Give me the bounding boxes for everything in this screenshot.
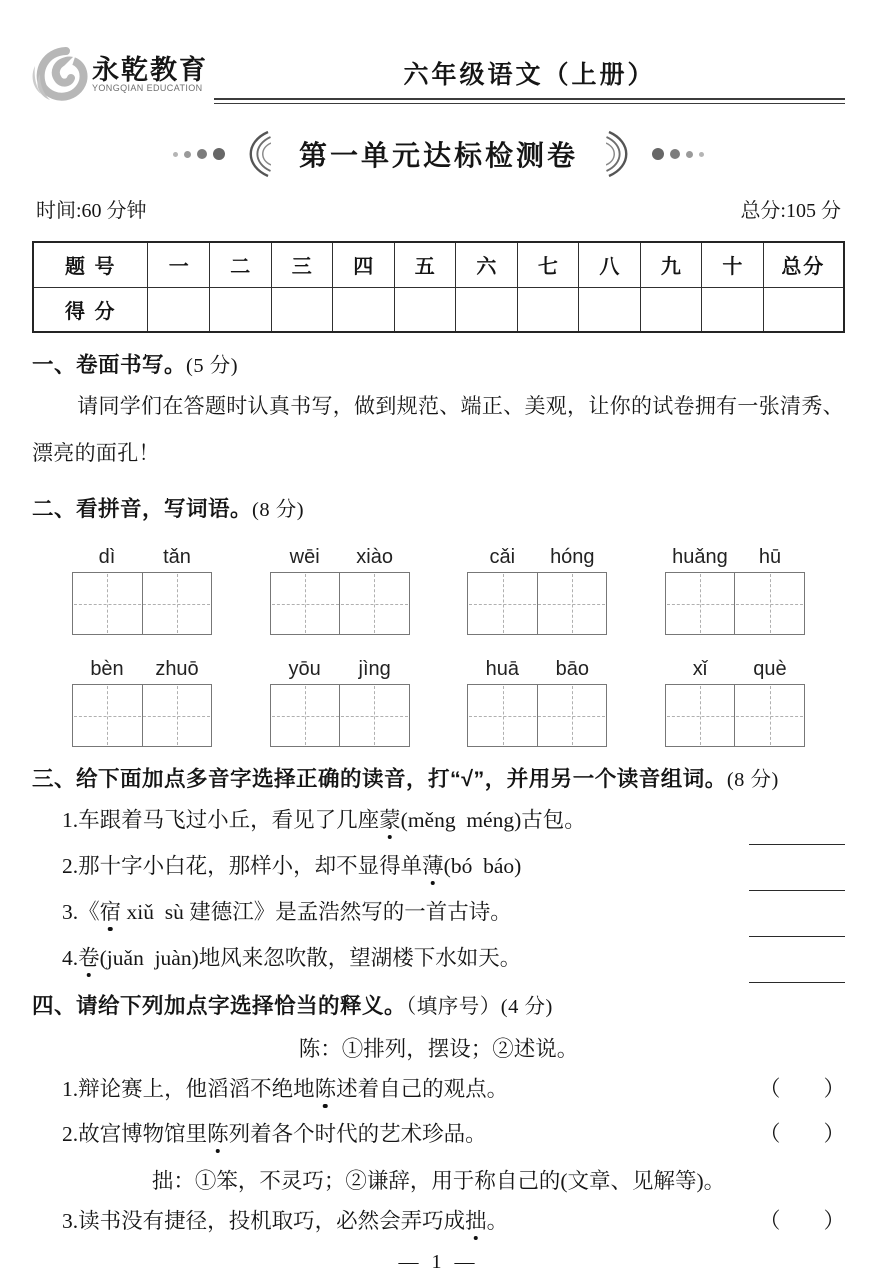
writing-grid [270, 572, 410, 635]
writing-grid [665, 684, 805, 747]
pinyin-syllable: yōu [288, 658, 321, 680]
dot-icon [197, 149, 207, 159]
writing-cell [537, 573, 607, 634]
section3-score: (8 分) [726, 769, 779, 791]
writing-cell [666, 573, 735, 634]
question-item [32, 1206, 845, 1237]
writing-cell [142, 573, 212, 634]
pinyin-word [270, 651, 410, 747]
question-text-post: xiǔ sù 建德江》是孟浩然写的一首古诗。 [121, 900, 512, 924]
writing-cell [142, 685, 212, 746]
section1-paragraph-line1: 请同学们在答题时认真书写，做到规范、端正、美观，让你的试卷拥有一张清秀、 [77, 394, 844, 418]
section4-score: （填序号）(4 分) [406, 996, 553, 1018]
question-text-post: (měng méng)古包。 [400, 808, 586, 832]
pinyin-word [467, 651, 607, 747]
question-text-post: 述着自己的观点。 [336, 1077, 509, 1101]
left-bracket-icon [239, 130, 271, 178]
pinyin-word [270, 539, 410, 635]
dotted-char: 陈 [207, 1122, 229, 1146]
section3-heading-text: 三、给下面加点多音字选择正确的读音，打“√”，并用另一个读音组词。 [32, 767, 727, 791]
writing-cell [271, 685, 340, 746]
writing-grid [467, 572, 607, 635]
question-text-pre: 2.那十字小白花，那样小，却不显得单 [62, 854, 423, 878]
writing-cell [73, 685, 142, 746]
answer-blank [749, 936, 845, 937]
writing-cell [537, 685, 607, 746]
section1-heading-text: 一、卷面书写。 [32, 353, 187, 377]
dot-icon [686, 151, 693, 158]
pinyin-syllable: xǐ [692, 658, 708, 680]
score-label: 得 分 [33, 287, 148, 332]
section1-paragraph-line2: 漂亮的面孔！ [32, 441, 160, 465]
pinyin-syllable: dì [98, 546, 116, 568]
logo [32, 46, 214, 104]
section2-heading [32, 492, 845, 523]
writing-cell [734, 685, 804, 746]
col-header: 五 [394, 242, 456, 287]
page-header [32, 46, 845, 104]
score-cell [148, 287, 210, 332]
question-text-post: 。 [486, 1209, 509, 1233]
dot-icon [213, 148, 225, 160]
section4-heading [32, 989, 845, 1020]
meta-row [32, 194, 845, 223]
section2-score: (8 分) [252, 499, 305, 521]
question-item [32, 943, 845, 974]
question-text [62, 1206, 508, 1237]
score-cell [456, 287, 518, 332]
question-item [32, 805, 845, 836]
writing-cell [271, 573, 340, 634]
writing-grid [72, 684, 212, 747]
page-number: — 1 — [398, 1251, 479, 1273]
writing-cell [339, 685, 409, 746]
writing-cell [734, 573, 804, 634]
pinyin-syllable: huā [485, 658, 519, 680]
phoenix-swirl-icon [32, 46, 88, 104]
pinyin-syllable: zhuō [155, 658, 199, 680]
section1-heading [32, 348, 845, 379]
pinyin-syllable: hū [758, 546, 782, 568]
writing-grid [467, 684, 607, 747]
logo-cn-text: 永乾教育 [92, 55, 208, 86]
definition-chen: 陈：①排列，摆设；②述说。 [298, 1037, 579, 1061]
pinyin-syllable: bāo [555, 658, 589, 680]
right-bracket-icon [606, 130, 638, 178]
title-band [32, 130, 845, 178]
question-text-pre: 3.《 [62, 900, 100, 924]
score-cell [210, 287, 272, 332]
answer-blank [749, 890, 845, 891]
pinyin-syllable: wēi [289, 546, 320, 568]
score-cell [333, 287, 395, 332]
dotted-char: 拙 [465, 1209, 487, 1233]
logo-en-text: YONGQIAN EDUCATION [92, 83, 203, 94]
pinyin-word [467, 539, 607, 635]
question-text-post: (juǎn juàn)地风来忽吹散，望湖楼下水如天。 [99, 946, 522, 970]
question-text-pre: 2.故宫博物馆里 [62, 1122, 208, 1146]
answer-bracket: （ ） [758, 1122, 845, 1146]
left-dots-ornament [173, 148, 225, 160]
col-header: 一 [148, 242, 210, 287]
col-header: 九 [640, 242, 702, 287]
section4-heading-text: 四、请给下列加点字选择恰当的释义。 [32, 994, 407, 1018]
writing-grid [72, 572, 212, 635]
dot-icon [652, 148, 664, 160]
header-rule [214, 98, 845, 104]
col-header: 六 [456, 242, 518, 287]
answer-bracket: （ ） [758, 1209, 845, 1233]
question-text-pre: 1.车跟着马飞过小丘，看见了几座 [62, 808, 380, 832]
question-number-label: 题 号 [33, 242, 148, 287]
dotted-char: 卷 [78, 946, 100, 970]
section2-heading-text: 二、看拼音，写词语。 [32, 497, 253, 521]
score-table [32, 241, 845, 333]
writing-cell [666, 685, 735, 746]
dotted-char: 宿 [99, 900, 122, 924]
pinyin-syllable: jìng [358, 658, 391, 680]
writing-cell [468, 573, 537, 634]
score-cell [517, 287, 579, 332]
score-table-score-row [33, 287, 844, 332]
dotted-char: 陈 [314, 1077, 337, 1101]
score-cell [579, 287, 641, 332]
col-header: 二 [210, 242, 272, 287]
pinyin-syllable: què [753, 658, 787, 680]
question-text-post: (bó báo) [443, 854, 522, 878]
pinyin-word [665, 539, 805, 635]
pinyin-row-1 [32, 539, 845, 635]
writing-grid [665, 572, 805, 635]
right-dots-ornament [652, 148, 704, 160]
total-score: 总分:105 分 [740, 200, 841, 222]
dot-icon [184, 151, 191, 158]
question-text [62, 1119, 487, 1150]
subject-title: 六年级语文（上册） [403, 61, 656, 89]
col-header-total: 总分 [763, 242, 844, 287]
time-limit: 时间:60 分钟 [36, 200, 147, 222]
col-header: 八 [579, 242, 641, 287]
question-item [32, 897, 845, 928]
question-text-pre: 4. [62, 946, 79, 970]
col-header: 十 [702, 242, 764, 287]
pinyin-syllable: xiào [356, 546, 393, 568]
question-text-post: 列着各个时代的艺术珍品。 [228, 1122, 487, 1146]
score-cell [702, 287, 764, 332]
writing-cell [73, 573, 142, 634]
question-text-pre: 3.读书没有捷径，投机取巧，必然会弄巧成 [62, 1209, 466, 1233]
score-cell [640, 287, 702, 332]
score-cell [763, 287, 844, 332]
score-cell [394, 287, 456, 332]
col-header: 四 [333, 242, 395, 287]
header-right [214, 55, 845, 104]
writing-cell [339, 573, 409, 634]
pinyin-syllable: bèn [90, 658, 124, 680]
dotted-char: 蒙 [379, 808, 401, 832]
dotted-char: 薄 [422, 854, 444, 878]
answer-blank [749, 982, 845, 983]
page-title: 第一单元达标检测卷 [298, 140, 578, 171]
section1-score: (5 分) [186, 355, 239, 377]
score-cell [271, 287, 333, 332]
writing-grid [270, 684, 410, 747]
pinyin-word [72, 651, 212, 747]
question-item [32, 1119, 845, 1150]
writing-cell [468, 685, 537, 746]
pinyin-syllable: tǎn [163, 546, 191, 568]
section3-heading [32, 762, 845, 793]
dot-icon [699, 152, 704, 157]
score-table-header-row [33, 242, 844, 287]
answer-bracket: （ ） [758, 1077, 845, 1101]
pinyin-syllable: huǎng [672, 546, 728, 568]
pinyin-syllable: hóng [550, 546, 595, 568]
question-text [62, 1074, 508, 1105]
col-header: 七 [517, 242, 579, 287]
dot-icon [173, 152, 178, 157]
pinyin-word [72, 539, 212, 635]
definition-zhuo: 拙：①笨，不灵巧；②谦辞，用于称自己的(文章、见解等)。 [151, 1169, 726, 1193]
col-header: 三 [271, 242, 333, 287]
question-item [32, 1074, 845, 1105]
answer-blank [749, 844, 845, 845]
pinyin-word [665, 651, 805, 747]
dot-icon [670, 149, 680, 159]
question-item [32, 851, 845, 882]
pinyin-syllable: cǎi [489, 546, 516, 568]
pinyin-row-2 [32, 651, 845, 747]
question-text-pre: 1.辩论赛上，他滔滔不绝地 [62, 1077, 315, 1101]
